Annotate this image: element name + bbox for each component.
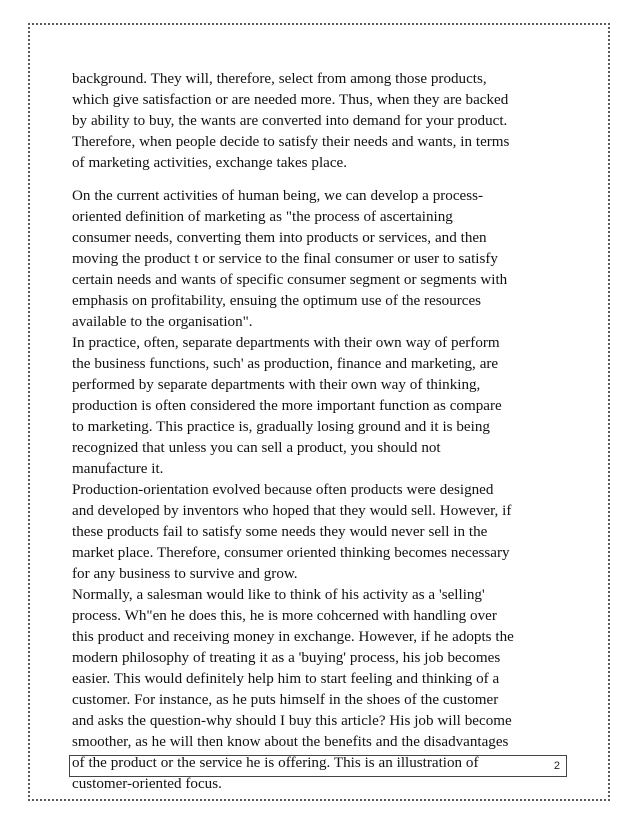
text-line: of the product or the service he is offering. This is an illustration of xyxy=(72,755,479,771)
page-footer xyxy=(69,755,567,777)
text-line: In practice, often, separate departments with their own way of perform xyxy=(72,335,500,351)
page-number: 2 xyxy=(553,760,560,772)
text-line: easier. This would definitely help him to start feeling and thinking of a xyxy=(72,671,500,687)
text-line: Normally, a salesman would like to think of his activity as a 'selling' xyxy=(72,587,485,603)
text-line: available to the organisation". xyxy=(72,314,253,330)
text-line: market place. Therefore, consumer oriented thinking becomes necessary xyxy=(72,545,510,561)
text-line: production is often considered the more important function as compare xyxy=(72,398,502,414)
text-line: and asks the question-why should I buy this article? His job will become xyxy=(72,713,512,729)
text-line: recognized that unless you can sell a product, you should not xyxy=(72,440,441,456)
text-line: moving the product t or service to the final consumer or user to satisfy xyxy=(72,251,498,267)
paragraph-spacer xyxy=(72,174,572,186)
paragraph-2 xyxy=(72,186,572,795)
paragraph-1 xyxy=(72,69,572,174)
text-line: emphasis on profitability, ensuing the optimum use of the resources xyxy=(72,293,482,309)
text-line: manufacture it. xyxy=(72,461,164,477)
text-line: consumer needs, converting them into products or services, and then xyxy=(72,230,487,246)
text-line: Production-orientation evolved because often products were designed xyxy=(72,482,494,498)
text-line: these products fail to satisfy some needs they would never sell in the xyxy=(72,524,488,540)
text-line: customer. For instance, as he puts himself in the shoes of the customer xyxy=(72,692,499,708)
text-line: background. They will, therefore, select from among those products, xyxy=(72,71,487,87)
text-line: smoother, as he will then know about the benefits and the disadvantages xyxy=(72,734,509,750)
text-line: to marketing. This practice is, gradually losing ground and it is being xyxy=(72,419,490,435)
text-line: On the current activities of human being, we can develop a process- xyxy=(72,188,483,204)
page-body xyxy=(72,69,572,795)
text-line: oriented definition of marketing as "the process of ascertaining xyxy=(72,209,453,225)
text-line: for any business to survive and grow. xyxy=(72,566,298,582)
text-line: the business functions, such' as production, finance and marketing, are xyxy=(72,356,499,372)
text-line: customer-oriented focus. xyxy=(72,776,222,792)
text-line: and developed by inventors who hoped that they would sell. However, if xyxy=(72,503,512,519)
text-line: certain needs and wants of specific consumer segment or segments with xyxy=(72,272,508,288)
text-line: process. Wh"en he does this, he is more cohcerned with handling over xyxy=(72,608,497,624)
text-line: performed by separate departments with their own way of thinking, xyxy=(72,377,481,393)
text-line: modern philosophy of treating it as a 'buying' process, his job becomes xyxy=(72,650,501,666)
text-line: this product and receiving money in exchange. However, if he adopts the xyxy=(72,629,514,645)
text-line: by ability to buy, the wants are converted into demand for your product. xyxy=(72,113,508,129)
text-line: Therefore, when people decide to satisfy their needs and wants, in terms xyxy=(72,134,510,150)
text-line: of marketing activities, exchange takes place. xyxy=(72,155,348,171)
text-line: which give satisfaction or are needed more. Thus, when they are backed xyxy=(72,92,509,108)
